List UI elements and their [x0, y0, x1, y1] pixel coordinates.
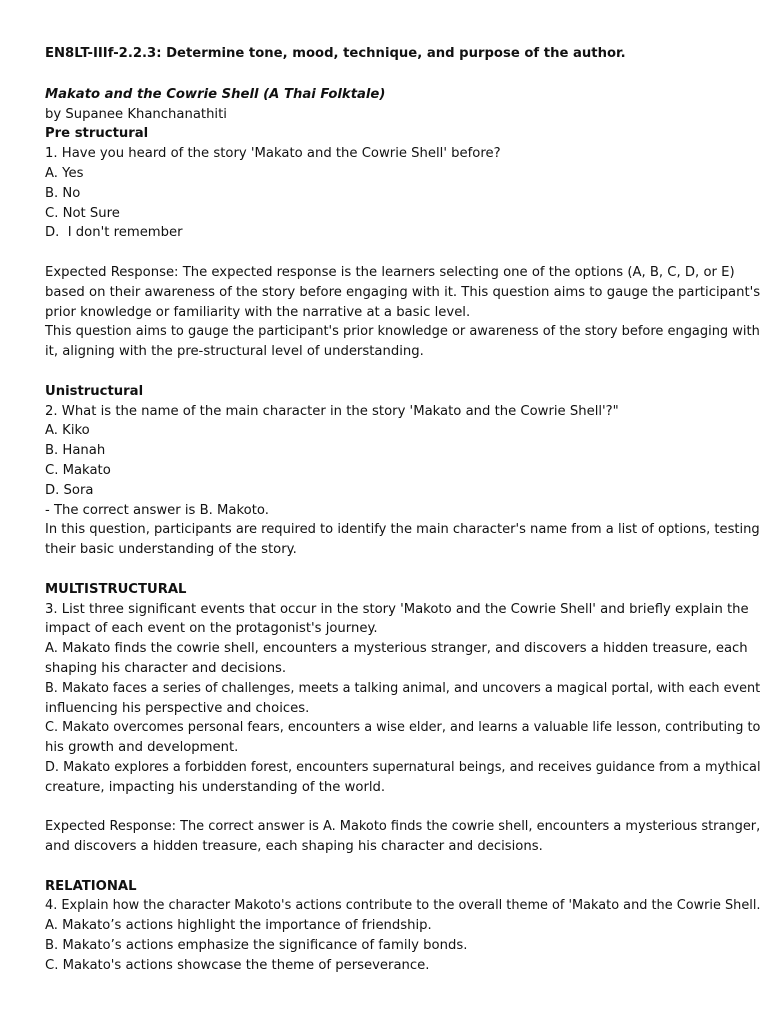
story-author: by Supanee Khanchanathiti — [45, 106, 227, 122]
question-1: 1. Have you heard of the story 'Makato and the Cowrie Shell' before? — [45, 146, 501, 162]
q3-option-c-line-1: C. Makato overcomes personal fears, encounters a wise elder, and learns a valuable life lesson, contributing to — [45, 720, 761, 736]
question-4: 4. Explain how the character Makoto's actions contribute to the overall theme of 'Makato and the Cowrie Shell. — [45, 898, 761, 914]
q4-option-b: B. Makato’s actions emphasize the significance of family bonds. — [45, 938, 468, 954]
q1-option-d: D. I don't remember — [45, 225, 183, 241]
q3-option-d-line-2: creature, impacting his understanding of the world. — [45, 779, 386, 795]
q3-expected-line-1: Expected Response: The correct answer is A. Makoto finds the cowrie shell, encounters a mysterious stranger, — [45, 819, 761, 835]
q3-option-d-line-1: D. Makato explores a forbidden forest, encounters supernatural beings, and receives guidance from a mythical — [45, 759, 761, 775]
section-heading-prestructural: Pre structural — [45, 126, 149, 142]
section-heading-multistructural: MULTISTRUCTURAL — [45, 581, 187, 597]
q1-expected-line-1: Expected Response: The expected response is the learners selecting one of the options (A, B, C, D, or E) — [45, 264, 735, 280]
story-title: Makato and the Cowrie Shell (A Thai Folktale) — [45, 86, 386, 102]
section-heading-unistructural: Unistructural — [45, 383, 144, 399]
q1-expected-line-5: it, aligning with the pre-structural level of understanding. — [45, 344, 424, 360]
question-2: 2. What is the name of the main character in the story 'Makato and the Cowrie Shell'?" — [45, 403, 619, 419]
q2-option-a: A. Kiko — [45, 423, 90, 439]
q3-option-b-line-2: influencing his perspective and choices. — [45, 700, 310, 716]
q2-option-d: D. Sora — [45, 482, 94, 498]
q1-expected-line-3: prior knowledge or familiarity with the narrative at a basic level. — [45, 304, 471, 320]
q2-answer: - The correct answer is B. Makoto. — [45, 502, 269, 518]
q3-option-b-line-1: B. Makato faces a series of challenges, meets a talking animal, and uncovers a magical portal, with each event — [45, 680, 761, 696]
question-3-line-2: impact of each event on the protagonist's journey. — [45, 621, 378, 637]
q1-expected-line-4: This question aims to gauge the participant's prior knowledge or awareness of the story before engaging with — [45, 324, 760, 340]
q2-option-b: B. Hanah — [45, 443, 106, 459]
q4-option-a: A. Makato’s actions highlight the importance of friendship. — [45, 918, 432, 934]
q3-option-a-line-1: A. Makato finds the cowrie shell, encounters a mysterious stranger, and discovers a hidden treasure, each — [45, 641, 748, 657]
q1-option-b: B. No — [45, 185, 81, 201]
section-heading-relational: RELATIONAL — [45, 878, 137, 894]
q2-explanation-line-1: In this question, participants are required to identify the main character's name from a list of options, testing — [45, 522, 760, 538]
q1-expected-line-2: based on their awareness of the story before engaging with it. This question aims to gauge the participant's — [45, 284, 761, 300]
q2-option-c: C. Makato — [45, 462, 111, 478]
q3-option-a-line-2: shaping his character and decisions. — [45, 660, 287, 676]
q2-explanation-line-2: their basic understanding of the story. — [45, 542, 297, 558]
learning-objective: EN8LT-IIIf-2.2.3: Determine tone, mood, technique, and purpose of the author. — [45, 46, 626, 61]
q3-expected-line-2: and discovers a hidden treasure, each shaping his character and decisions. — [45, 839, 543, 855]
q3-option-c-line-2: his growth and development. — [45, 740, 239, 756]
q4-option-c: C. Makato's actions showcase the theme of perseverance. — [45, 957, 430, 973]
q1-option-a: A. Yes — [45, 165, 84, 181]
question-3-line-1: 3. List three significant events that occur in the story 'Makoto and the Cowrie Shell' and briefly explain the — [45, 601, 749, 617]
q1-option-c: C. Not Sure — [45, 205, 120, 221]
